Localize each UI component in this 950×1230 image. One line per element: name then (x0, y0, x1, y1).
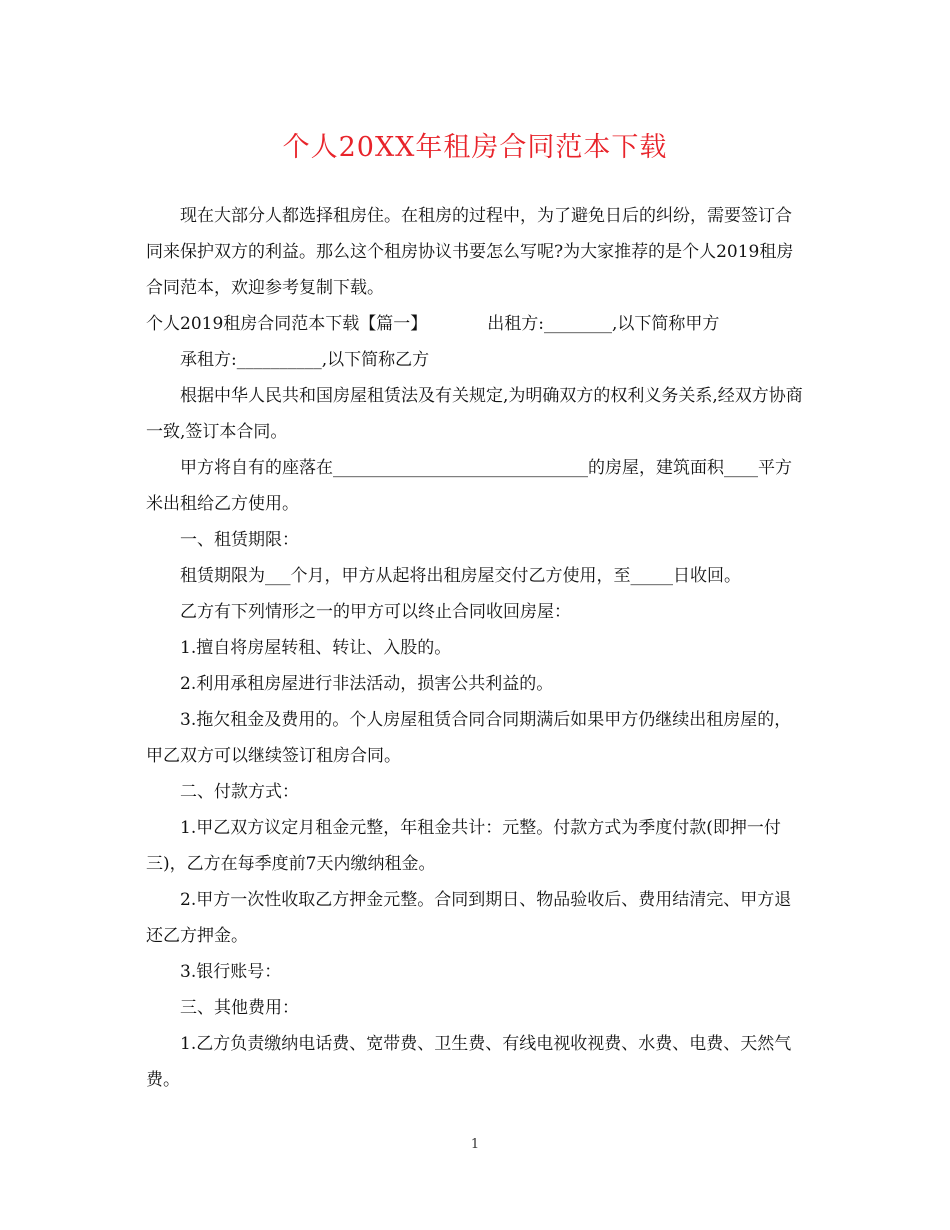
document-body (146, 198, 806, 1098)
lessor-line: 出租方:________,以下简称甲方 (487, 314, 720, 334)
payment-item-3: 3.银行账号： (180, 962, 282, 982)
termination-item-1: 1.擅自将房屋转租、转让、入股的。 (180, 638, 452, 658)
basis-paragraph: 根据中华人民共和国房屋租赁法及有关规定,为明确双方的权利义务关系,经双方协商一致,签订本合同。 (146, 386, 803, 442)
document-title: 个人20XX年租房合同范本下载 (282, 132, 668, 163)
section-heading: 个人2019租房合同范本下载【篇一】 (146, 314, 428, 334)
section-heading-line (146, 306, 806, 342)
other-fees-item-1: 1.乙方负责缴纳电话费、宽带费、卫生费、有线电视收视费、水费、电费、天然气费。 (146, 1034, 792, 1090)
termination-item-2: 2.利用承租房屋进行非法活动，损害公共利益的。 (180, 674, 554, 694)
property-paragraph: 甲方将自有的座落在______________________________的房屋，建筑面积____平方米出租给乙方使用。 (146, 458, 792, 514)
lease-term-heading: 一、租赁期限： (180, 530, 299, 550)
payment-item-1: 1.甲乙双方议定月租金元整，年租金共计：元整。付款方式为季度付款(即押一付三)，乙方在每季度前7天内缴纳租金。 (146, 818, 781, 874)
termination-paragraph: 乙方有下列情形之一的甲方可以终止合同收回房屋： (180, 602, 571, 622)
termination-item-3: 3.拖欠租金及费用的。个人房屋租赁合同合同期满后如果甲方仍继续出租房屋的，甲乙双方可以继续签订租房合同。 (146, 710, 792, 766)
payment-item-2: 2.甲方一次性收取乙方押金元整。合同到期日、物品验收后、费用结清完、甲方退还乙方押金。 (146, 890, 792, 946)
lessee-line: 承租方:__________,以下简称乙方 (180, 350, 430, 370)
other-fees-heading: 三、其他费用： (180, 998, 299, 1018)
lease-term-paragraph: 租赁期限为___个月，甲方从起将出租房屋交付乙方使用，至_____日收回。 (180, 566, 741, 586)
page-number: 1 (470, 1137, 480, 1152)
payment-heading: 二、付款方式： (180, 782, 299, 802)
intro-paragraph: 现在大部分人都选择租房住。在租房的过程中，为了避免日后的纠纷，需要签订合同来保护双方的利益。那么这个租房协议书要怎么写呢?为大家推荐的是个人2019租房合同范本，欢迎参考复制下载。 (146, 206, 794, 298)
